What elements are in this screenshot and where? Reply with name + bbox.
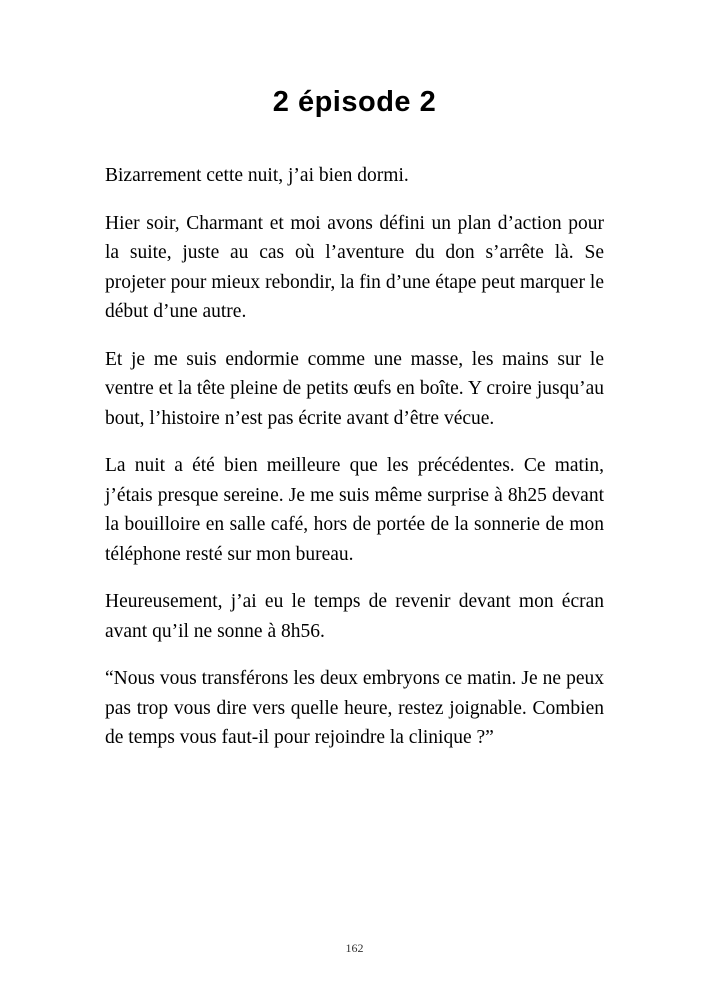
paragraph: Hier soir, Charmant et moi avons défini un plan d’action pour la suite, juste au cas où l’aventure du don s’arrête là. Se projeter pour mieux rebondir, la fin d’une étape peut marquer le début d’une autre. bbox=[105, 212, 604, 322]
page-title: 2 épisode 2 bbox=[272, 86, 437, 118]
paragraph: Et je me suis endormie comme une masse, les mains sur le ventre et la tête pleine de petits œufs en boîte. Y croire jusqu’au bout, l’histoire n’est pas écrite avant d’être vécue. bbox=[105, 348, 604, 429]
paragraph: La nuit a été bien meilleure que les précédentes. Ce matin, j’étais presque sereine. Je me suis même surprise à 8h25 devant la bouilloire en salle café, hors de portée de la sonnerie de mon téléphone resté sur mon bureau. bbox=[105, 455, 604, 565]
page-number: 162 bbox=[345, 941, 364, 955]
paragraph: “Nous vous transférons les deux embryons ce matin. Je ne peux pas trop vous dire vers quelle heure, restez joignable. Combien de temps vous faut-il pour rejoindre la clinique ?” bbox=[105, 668, 604, 748]
paragraph: Heureusement, j’ai eu le temps de revenir devant mon écran avant qu’il ne sonne à 8h56. bbox=[105, 591, 604, 642]
paragraph: Bizarrement cette nuit, j’ai bien dormi. bbox=[105, 165, 409, 186]
page-body bbox=[105, 161, 604, 753]
